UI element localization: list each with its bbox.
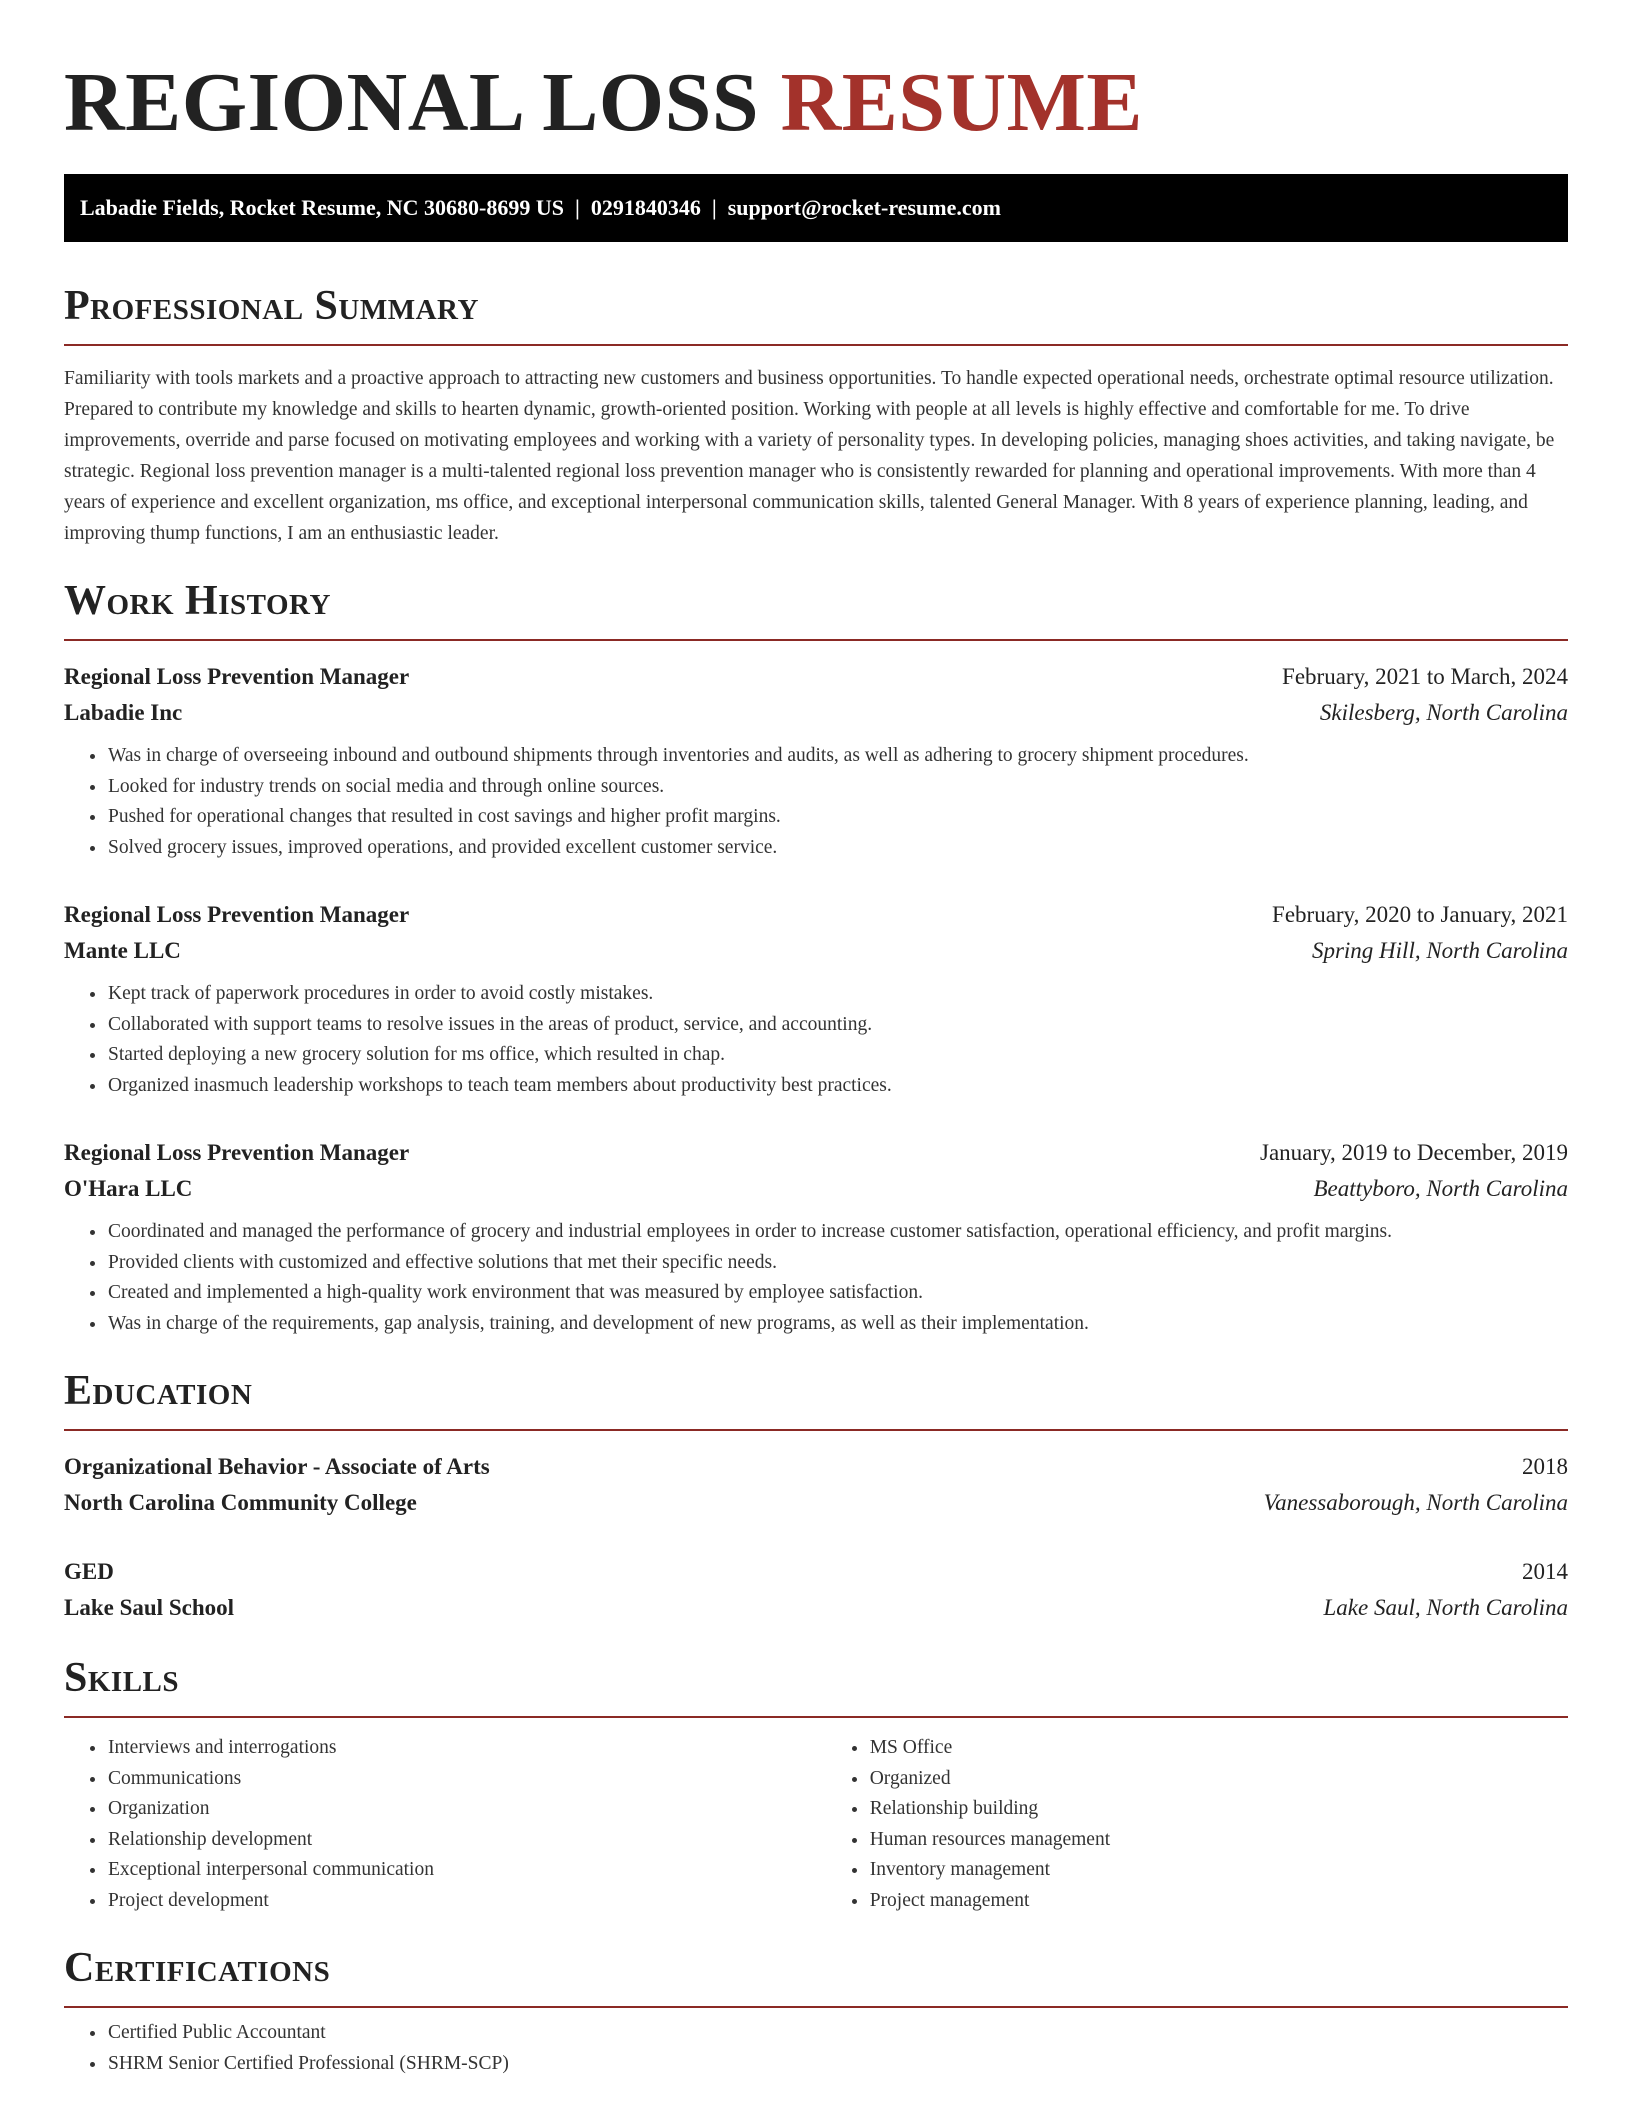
- job-company: Mante LLC: [64, 938, 181, 963]
- job-dates: February, 2020 to January, 2021: [1272, 902, 1568, 927]
- work-history-section: [64, 575, 1568, 1339]
- education-school: North Carolina Community College: [64, 1490, 417, 1515]
- job-company: Labadie Inc: [64, 700, 183, 725]
- education-location: Vanessaborough, North Carolina: [1263, 1490, 1568, 1515]
- education-year: 2018: [1522, 1454, 1568, 1479]
- job-dates: February, 2021 to March, 2024: [1282, 664, 1568, 689]
- title-accent: RESUME: [780, 56, 1143, 149]
- skill-item: • Inventory management: [869, 1855, 1568, 1886]
- section-divider: [64, 344, 1568, 346]
- job-bullet: • Created and implemented a high-quality work environment that was measured by employee satisfaction.: [107, 1278, 1568, 1309]
- certification-item: • SHRM Senior Certified Professional (SHRM-SCP): [107, 2049, 1568, 2080]
- job-header-row: [64, 659, 1568, 695]
- education-header-row: [64, 1554, 1568, 1590]
- contact-separator: |: [575, 195, 580, 220]
- job-bullet: • Organized inasmuch leadership workshops to teach team members about productivity best practices.: [107, 1071, 1568, 1102]
- section-heading-work: Work History: [64, 578, 331, 624]
- section-heading-summary: Professional Summary: [64, 283, 479, 329]
- section-heading-skills: Skills: [64, 1655, 180, 1701]
- education-school-row: [64, 1590, 1568, 1626]
- skill-item: • Relationship development: [107, 1825, 826, 1856]
- contact-address: Labadie Fields, Rocket Resume, NC 30680-8699 US: [80, 195, 564, 220]
- skills-section: [64, 1652, 1568, 1916]
- title-main: REGIONAL LOSS: [64, 56, 760, 149]
- job-bullets: [64, 741, 1568, 863]
- job-entry: [64, 1135, 1568, 1339]
- section-divider: [64, 1716, 1568, 1718]
- education-year: 2014: [1522, 1559, 1568, 1584]
- job-title: Regional Loss Prevention Manager: [64, 902, 410, 927]
- job-bullet: • Collaborated with support teams to resolve issues in the areas of product, service, and accounting.: [107, 1010, 1568, 1041]
- section-divider: [64, 639, 1568, 641]
- job-bullet: • Kept track of paperwork procedures in order to avoid costly mistakes.: [107, 979, 1568, 1010]
- job-company-row: [64, 1171, 1568, 1207]
- skill-item: • Organization: [107, 1794, 826, 1825]
- education-school: Lake Saul School: [64, 1595, 234, 1620]
- job-bullets: [64, 1217, 1568, 1339]
- certifications-section: [64, 1942, 1568, 2079]
- job-bullet: • Solved grocery issues, improved operations, and provided excellent customer service.: [107, 833, 1568, 864]
- summary-text: Familiarity with tools markets and a proactive approach to attracting new customers and business opportunities. To handle expected operational needs, orchestrate optimal resource utilization. Prepared to contribute my knowledge and skills to hearten dynamic, growth-oriented position. Working with people at all levels is highly effective and comfortable for me. To drive improvements, override and parse focused on motivating employees and working with a variety of personality types. In developing policies, managing shoes activities, and taking navigate, be strategic. Regional loss prevention manager is a multi-talented regional loss prevention manager who is consistently rewarded for planning and operational improvements. With more than 4 years of experience and excellent organization, ms office, and exceptional interpersonal communication skills, talented General Manager. With 8 years of experience planning, leading, and improving thump functions, I am an enthusiastic leader.: [64, 368, 1555, 544]
- job-location: Beattyboro, North Carolina: [1313, 1176, 1568, 1201]
- contact-bar: [64, 174, 1568, 242]
- skill-item: • Project development: [107, 1886, 826, 1917]
- education-location: Lake Saul, North Carolina: [1323, 1595, 1568, 1620]
- skills-list-left: [64, 1733, 826, 1916]
- resume-title: [64, 52, 1568, 154]
- skill-item: • Relationship building: [869, 1794, 1568, 1825]
- certification-item: • Certified Public Accountant: [107, 2018, 1568, 2049]
- job-bullet: • Coordinated and managed the performance of grocery and industrial employees in order to increase customer satisfaction, operational efficiency, and profit margins.: [107, 1217, 1568, 1248]
- section-divider: [64, 2006, 1568, 2008]
- job-title: Regional Loss Prevention Manager: [64, 1140, 410, 1165]
- certifications-list: [64, 2018, 1568, 2079]
- job-location: Spring Hill, North Carolina: [1311, 938, 1568, 963]
- job-bullet: • Looked for industry trends on social media and through online sources.: [107, 772, 1568, 803]
- job-bullet: • Was in charge of overseeing inbound and outbound shipments through inventories and audits, as well as adhering to grocery shipment procedures.: [107, 741, 1568, 772]
- skills-list-right: [826, 1733, 1568, 1916]
- job-header-row: [64, 1135, 1568, 1171]
- education-header-row: [64, 1449, 1568, 1485]
- skill-item: • Interviews and interrogations: [107, 1733, 826, 1764]
- skill-item: • Communications: [107, 1764, 826, 1795]
- job-dates: January, 2019 to December, 2019: [1260, 1140, 1568, 1165]
- job-bullet: • Was in charge of the requirements, gap analysis, training, and development of new programs, as well as their implementation.: [107, 1309, 1568, 1340]
- section-heading-certifications: Certifications: [64, 1945, 331, 1991]
- education-section: [64, 1365, 1568, 1626]
- skill-item: • Organized: [869, 1764, 1568, 1795]
- job-title: Regional Loss Prevention Manager: [64, 664, 410, 689]
- skill-item: • Project management: [869, 1886, 1568, 1917]
- job-bullet: • Started deploying a new grocery solution for ms office, which resulted in chap.: [107, 1040, 1568, 1071]
- job-bullet: • Provided clients with customized and effective solutions that met their specific needs.: [107, 1248, 1568, 1279]
- job-bullets: [64, 979, 1568, 1101]
- job-company: O'Hara LLC: [64, 1176, 193, 1201]
- education-degree: Organizational Behavior - Associate of Arts: [64, 1454, 490, 1479]
- contact-phone: 0291840346: [590, 195, 701, 220]
- job-entry: [64, 897, 1568, 1101]
- skill-item: • Human resources management: [869, 1825, 1568, 1856]
- education-entry: [64, 1449, 1568, 1521]
- job-header-row: [64, 897, 1568, 933]
- section-divider: [64, 1429, 1568, 1431]
- job-bullet: • Pushed for operational changes that resulted in cost savings and higher profit margins.: [107, 802, 1568, 833]
- education-entry: [64, 1554, 1568, 1626]
- contact-email[interactable]: support@rocket-resume.com: [727, 195, 1001, 220]
- job-company-row: [64, 933, 1568, 969]
- professional-summary-section: [64, 280, 1568, 549]
- education-degree: GED: [64, 1559, 114, 1584]
- education-school-row: [64, 1485, 1568, 1521]
- skill-item: • Exceptional interpersonal communication: [107, 1855, 826, 1886]
- contact-separator: |: [711, 195, 717, 220]
- section-heading-education: Education: [64, 1368, 253, 1414]
- job-location: Skilesberg, North Carolina: [1319, 700, 1568, 725]
- job-entry: [64, 659, 1568, 863]
- job-company-row: [64, 695, 1568, 731]
- skill-item: • MS Office: [869, 1733, 1568, 1764]
- skills-grid: [64, 1733, 1568, 1916]
